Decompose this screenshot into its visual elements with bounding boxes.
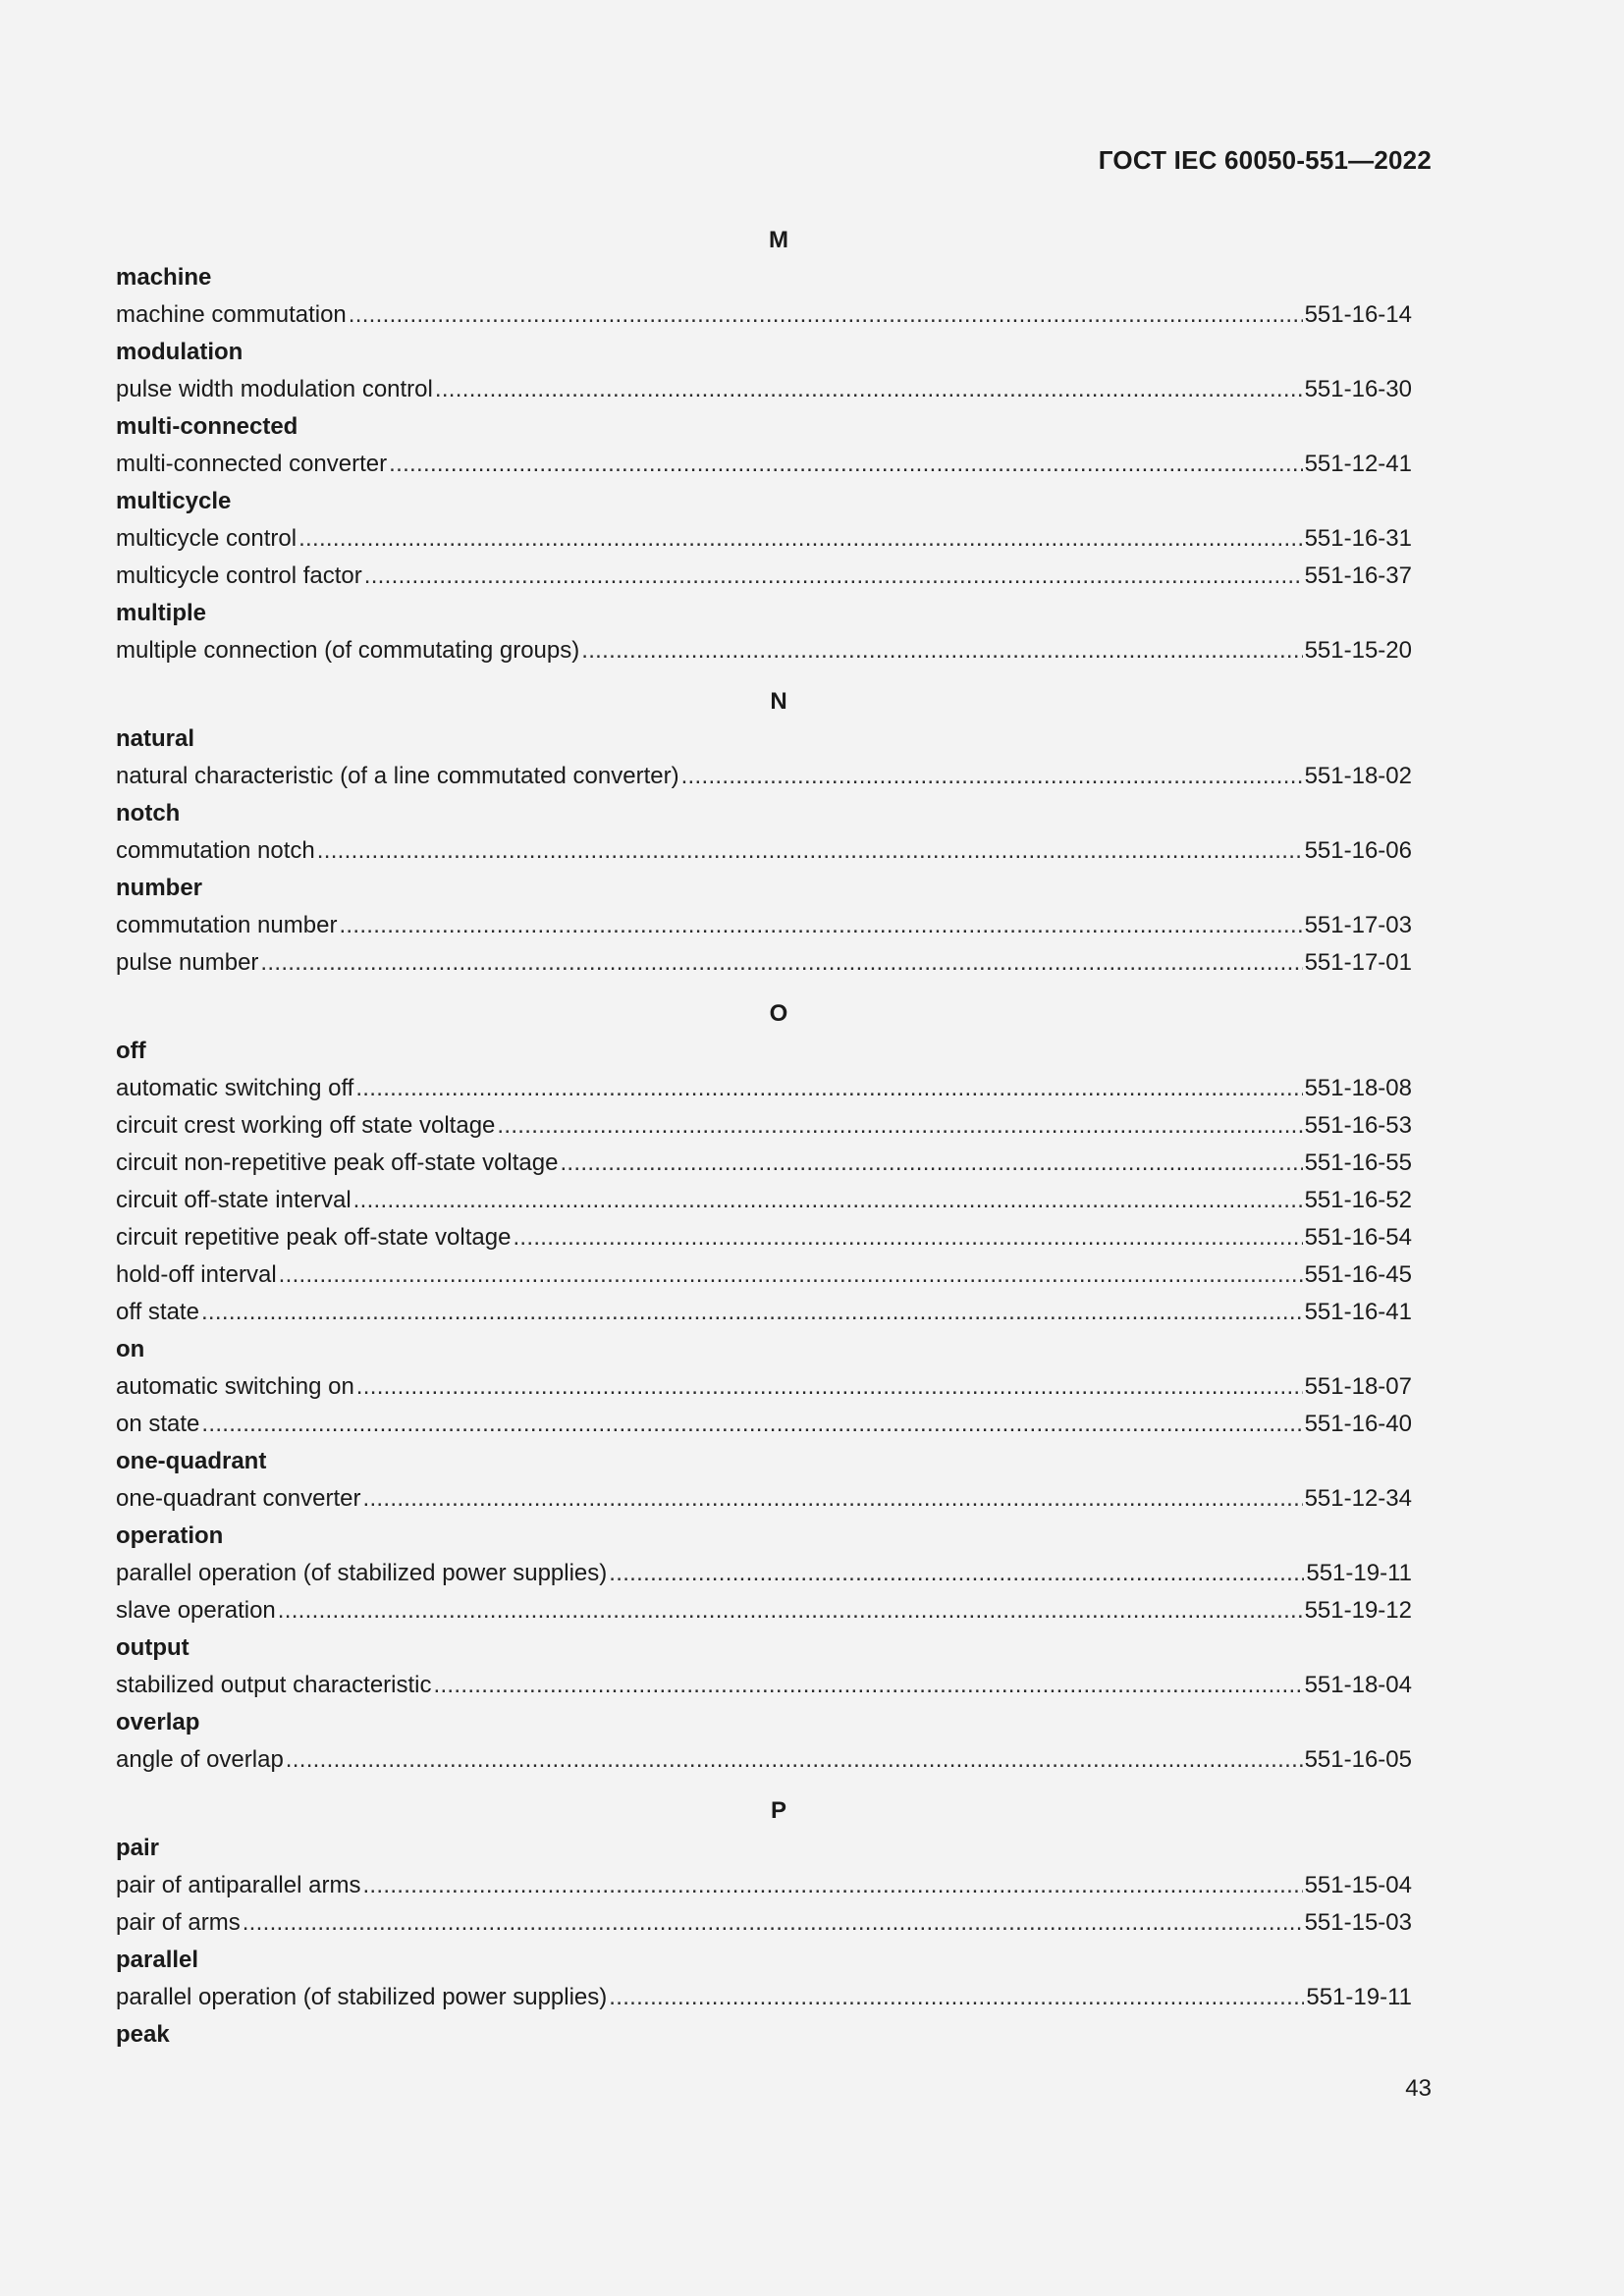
term-index [116, 222, 1412, 2054]
index-entry [116, 1480, 1412, 1518]
entry-reference: 551-18-02 [1304, 763, 1412, 789]
index-entry [116, 1145, 1412, 1182]
index-entry [116, 944, 1412, 982]
entry-term: parallel operation (of stabilized power supplies) [116, 1560, 608, 1586]
index-keyword: one-quadrant [116, 1448, 267, 1474]
index-keyword: notch [116, 800, 181, 827]
dot-leader [609, 1979, 1304, 2016]
entry-reference: 551-16-31 [1304, 525, 1412, 552]
index-keyword: machine [116, 264, 212, 291]
index-entry [116, 1667, 1412, 1704]
entry-term: pair of antiparallel arms [116, 1872, 361, 1898]
entry-reference: 551-12-34 [1304, 1485, 1412, 1512]
index-entry [116, 907, 1412, 944]
entry-term: natural characteristic (of a line commutated converter) [116, 763, 679, 789]
index-entry [116, 1368, 1412, 1406]
entry-term: multi-connected converter [116, 451, 388, 477]
index-entry [116, 1867, 1412, 1904]
entry-term: circuit repetitive peak off-state voltage [116, 1224, 512, 1251]
document-header: ГОСТ IEC 60050-551—2022 [1098, 145, 1432, 175]
index-entry [116, 1592, 1412, 1629]
entry-reference: 551-16-14 [1304, 301, 1412, 328]
index-entry [116, 1107, 1412, 1145]
entry-term: pulse number [116, 949, 259, 976]
entry-term: automatic switching on [116, 1373, 354, 1400]
index-entry [116, 832, 1412, 870]
entry-reference: 551-15-20 [1304, 637, 1412, 664]
index-entry [116, 1979, 1412, 2016]
dot-leader [435, 371, 1303, 408]
index-keyword: on [116, 1336, 145, 1362]
entry-term: hold-off interval [116, 1261, 277, 1288]
index-keyword: multi-connected [116, 413, 298, 440]
entry-term: parallel operation (of stabilized power supplies) [116, 1984, 608, 2010]
page-number: 43 [1405, 2075, 1432, 2102]
index-entry [116, 296, 1412, 334]
dot-leader [513, 1219, 1302, 1256]
dot-leader [317, 832, 1303, 870]
entry-term: machine commutation [116, 301, 347, 328]
dot-leader [201, 1294, 1303, 1331]
entry-reference: 551-18-07 [1304, 1373, 1412, 1400]
index-entry [116, 1256, 1412, 1294]
entry-reference: 551-16-06 [1304, 837, 1412, 864]
entry-reference: 551-19-11 [1306, 1560, 1412, 1586]
index-keyword: overlap [116, 1709, 200, 1735]
index-entry [116, 446, 1412, 483]
entry-term: one-quadrant converter [116, 1485, 361, 1512]
entry-term: automatic switching off [116, 1075, 354, 1101]
entry-reference: 551-15-03 [1304, 1909, 1412, 1936]
entry-term: off state [116, 1299, 199, 1325]
entry-reference: 551-19-11 [1306, 1984, 1412, 2010]
index-keyword: natural [116, 725, 195, 752]
entry-reference: 551-16-05 [1304, 1746, 1412, 1773]
entry-term: stabilized output characteristic [116, 1672, 432, 1698]
dot-leader [278, 1592, 1303, 1629]
dot-leader [609, 1555, 1304, 1592]
entry-reference: 551-16-30 [1304, 376, 1412, 402]
section-letter: N [770, 688, 787, 715]
dot-leader [560, 1145, 1302, 1182]
dot-leader [286, 1741, 1303, 1779]
index-entry [116, 1555, 1412, 1592]
index-keyword: operation [116, 1522, 224, 1549]
index-entry [116, 1070, 1412, 1107]
index-entry [116, 1182, 1412, 1219]
dot-leader [260, 944, 1302, 982]
entry-reference: 551-17-03 [1304, 912, 1412, 938]
entry-term: circuit crest working off state voltage [116, 1112, 496, 1139]
dot-leader [349, 296, 1303, 334]
index-entry [116, 1219, 1412, 1256]
section-letter: O [769, 1000, 788, 1027]
entry-reference: 551-16-45 [1304, 1261, 1412, 1288]
dot-leader [434, 1667, 1303, 1704]
entry-term: pair of arms [116, 1909, 241, 1936]
dot-leader [364, 558, 1303, 595]
entry-reference: 551-16-41 [1304, 1299, 1412, 1325]
dot-leader [581, 632, 1302, 669]
entry-reference: 551-16-54 [1304, 1224, 1412, 1251]
entry-term: commutation number [116, 912, 338, 938]
index-keyword: number [116, 875, 203, 901]
dot-leader [497, 1107, 1302, 1145]
index-entry [116, 1904, 1412, 1942]
index-entry [116, 1741, 1412, 1779]
section-letter: M [769, 227, 788, 253]
index-entry [116, 558, 1412, 595]
entry-reference: 551-16-53 [1304, 1112, 1412, 1139]
index-keyword: output [116, 1634, 189, 1661]
entry-term: pulse width modulation control [116, 376, 433, 402]
entry-term: multiple connection (of commutating groups) [116, 637, 580, 664]
index-entry [116, 371, 1412, 408]
dot-leader [201, 1406, 1302, 1443]
entry-reference: 551-16-55 [1304, 1149, 1412, 1176]
dot-leader [389, 446, 1302, 483]
dot-leader [355, 1070, 1302, 1107]
dot-leader [356, 1368, 1303, 1406]
index-entry [116, 1406, 1412, 1443]
dot-leader [339, 907, 1302, 944]
dot-leader [243, 1904, 1303, 1942]
entry-reference: 551-18-08 [1304, 1075, 1412, 1101]
entry-reference: 551-18-04 [1304, 1672, 1412, 1698]
dot-leader [362, 1867, 1302, 1904]
index-keyword: pair [116, 1835, 160, 1861]
dot-leader [298, 520, 1303, 558]
section-letter: P [770, 1797, 786, 1824]
dot-leader [353, 1182, 1303, 1219]
index-entry [116, 758, 1412, 795]
entry-term: multicycle control factor [116, 562, 362, 589]
index-entry [116, 632, 1412, 669]
entry-reference: 551-15-04 [1304, 1872, 1412, 1898]
entry-reference: 551-12-41 [1304, 451, 1412, 477]
entry-term: on state [116, 1411, 200, 1437]
entry-term: commutation notch [116, 837, 315, 864]
entry-reference: 551-17-01 [1304, 949, 1412, 976]
entry-term: angle of overlap [116, 1746, 284, 1773]
index-keyword: modulation [116, 339, 244, 365]
dot-leader [279, 1256, 1303, 1294]
entry-term: multicycle control [116, 525, 298, 552]
entry-reference: 551-16-37 [1304, 562, 1412, 589]
dot-leader [363, 1480, 1303, 1518]
index-keyword: multicycle [116, 488, 232, 514]
dot-leader [681, 758, 1303, 795]
entry-term: circuit non-repetitive peak off-state voltage [116, 1149, 559, 1176]
index-entry [116, 520, 1412, 558]
entry-reference: 551-16-52 [1304, 1187, 1412, 1213]
index-keyword: peak [116, 2021, 170, 2048]
index-entry [116, 1294, 1412, 1331]
entry-term: slave operation [116, 1597, 276, 1624]
entry-reference: 551-16-40 [1304, 1411, 1412, 1437]
index-keyword: parallel [116, 1947, 199, 1973]
index-keyword: multiple [116, 600, 207, 626]
entry-term: circuit off-state interval [116, 1187, 352, 1213]
index-keyword: off [116, 1038, 146, 1064]
entry-reference: 551-19-12 [1304, 1597, 1412, 1624]
